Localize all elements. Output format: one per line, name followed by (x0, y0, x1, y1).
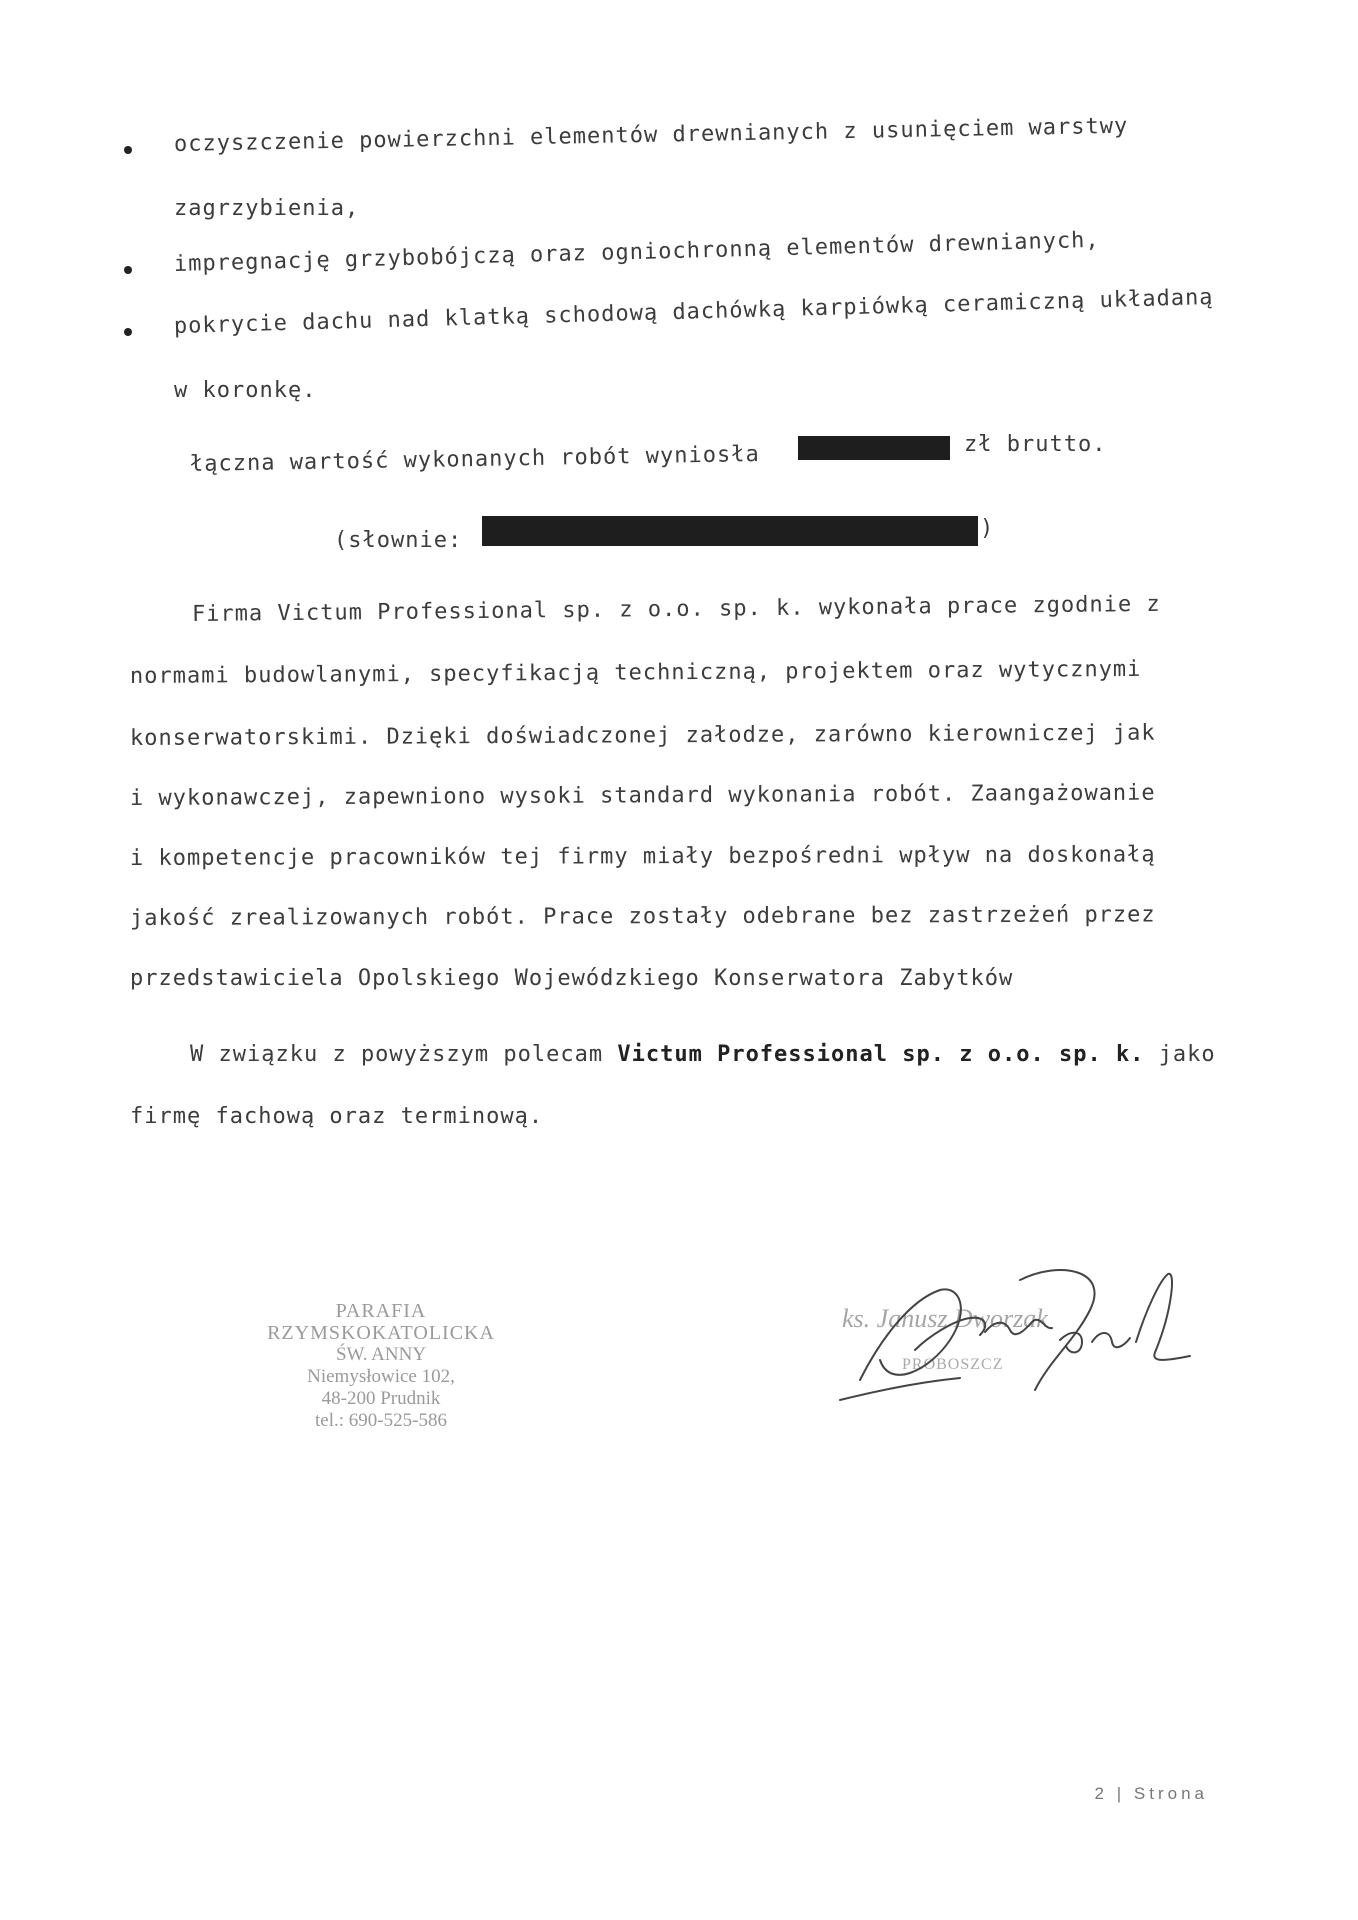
redacted-amount-words (482, 516, 978, 546)
paragraph-line-7: przedstawiciela Opolskiego Wojewódzkiego Konserwatora Zabytków (130, 966, 1014, 991)
footer-label: Strona (1133, 1784, 1208, 1803)
paragraph-line-3: konserwatorskimi. Dzięki doświadczonej załodze, zarówno kierowniczej jak (129, 720, 1156, 751)
page-number: 2 (1094, 1784, 1109, 1803)
page-footer (1095, 1784, 1208, 1804)
bullet-dot-3 (124, 328, 132, 336)
bullet-3-line-2: w koronkę. (174, 378, 317, 403)
slownie-prefix: (słownie: (334, 528, 463, 553)
stamp-line-2: ŚW. ANNY (335, 1344, 427, 1365)
paragraph-line-2: normami budowlanymi, specyfikacją techniczną, projektem oraz wytycznymi (129, 656, 1142, 689)
paragraph-line-4: i wykonawczej, zapewniono wysoki standard wykonania robót. Zaangażowanie (129, 780, 1156, 811)
recommendation-line-1 (190, 1042, 1216, 1067)
paragraph-line-5: i kompetencje pracowników tej firmy miały bezpośredni wpływ na doskonałą (129, 842, 1156, 871)
paragraph-line-1: Firma Victum Professional sp. z o.o. sp. k. wykonała prace zgodnie z (191, 591, 1161, 627)
stamp-line-3: Niemysłowice 102, (307, 1366, 455, 1387)
signature-stamp-title: PROBOSZCZ (902, 1356, 1004, 1373)
value-suffix: zł brutto. (964, 432, 1107, 457)
recommendation-suffix: jako (1158, 1042, 1216, 1067)
redacted-amount (798, 436, 950, 460)
stamp-line-4: 48-200 Prudnik (321, 1388, 441, 1409)
bullet-1-line-2: zagrzybienia, (174, 196, 360, 221)
bullet-1-line-1: oczyszczenie powierzchni elementów drewnianych z usunięciem warstwy (173, 113, 1129, 157)
bullet-dot-1 (124, 146, 132, 154)
paragraph-line-6: jakość zrealizowanych robót. Prace zostały odebrane bez zastrzeżeń przez (129, 902, 1156, 931)
handwritten-signature (820, 1250, 1200, 1430)
signature-block (820, 1250, 1200, 1430)
stamp-line-5: tel.: 690-525-586 (315, 1410, 447, 1431)
signature-stamp-name: ks. Janusz Dworzak (842, 1304, 1048, 1333)
bullet-2-line-1: impregnację grzybobójczą oraz ogniochronną elementów drewnianych, (173, 227, 1100, 277)
recommendation-company: Victum Professional sp. z o.o. sp. k. (617, 1042, 1145, 1067)
bullet-dot-2 (124, 266, 132, 274)
stamp-line-1: PARAFIA RZYMSKOKATOLICKA (267, 1300, 495, 1344)
recommendation-prefix: W związku z powyższym polecam (190, 1042, 604, 1067)
recommendation-line-2: firmę fachową oraz terminową. (130, 1104, 544, 1129)
slownie-suffix: ) (980, 516, 995, 541)
bullet-3-line-1: pokrycie dachu nad klatką schodową dachówką karpiówką ceramiczną układaną (173, 284, 1214, 339)
value-prefix: łączna wartość wykonanych robót wyniosła (189, 442, 760, 477)
parish-stamp (226, 1300, 536, 1432)
footer-separator: | (1116, 1784, 1126, 1803)
